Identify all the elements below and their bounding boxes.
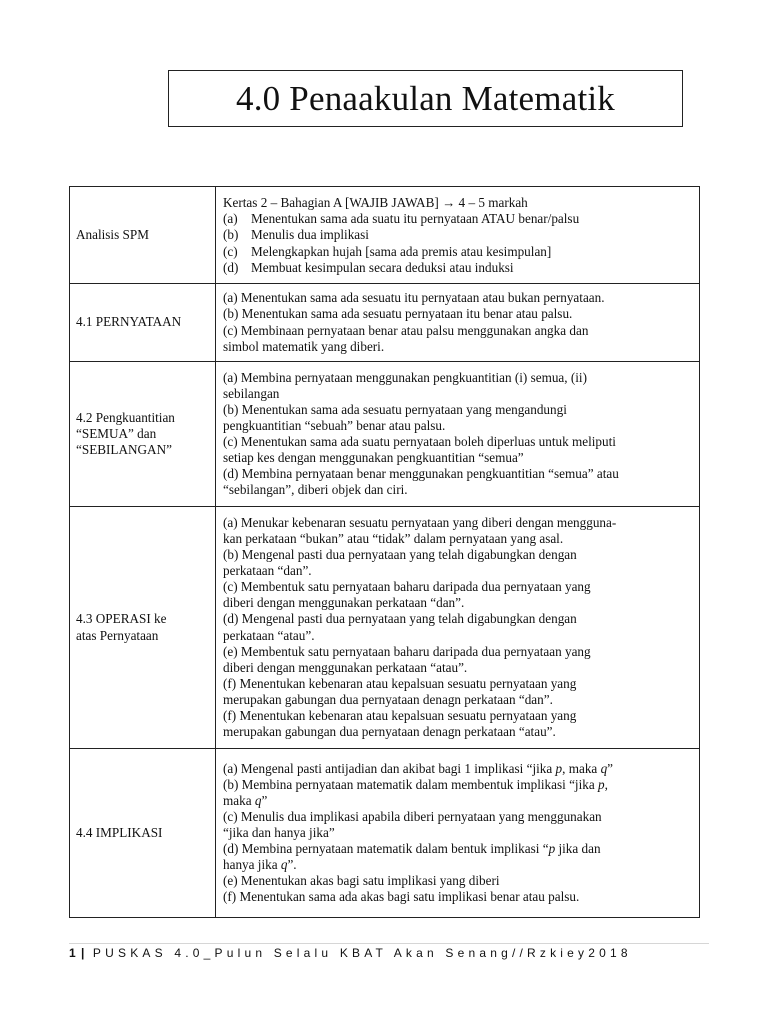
- rich-line: “jika dan hanya jika”: [223, 824, 335, 840]
- table-row-pengkuantitian: [70, 362, 700, 507]
- row-content-analisis: [216, 187, 700, 284]
- row-label-pengkuantitian: 4.2 Pengkuantitian “SEMUA” dan “SEBILANGAN”: [70, 362, 216, 507]
- rich-line: (a) Mengenal pasti antijadian dan akibat bagi 1 implikasi “jika p, maka q”: [223, 760, 614, 776]
- rich-line: (f) Menentukan sama ada akas bagi satu implikasi benar atau palsu.: [223, 889, 580, 905]
- page-title-box: [168, 70, 683, 127]
- rich-line: (d) Membina pernyataan matematik dalam bentuk implikasi “p jika dan: [223, 841, 601, 857]
- table-row-analisis: [70, 187, 700, 284]
- row-label-analisis: Analisis SPM: [70, 187, 216, 284]
- footer-divider: [69, 943, 709, 944]
- analisis-header: Kertas 2 – Bahagian A [WAJIB JAWAB] → 4 – 5 markah: [223, 195, 528, 211]
- page-title: 4.0 Penaakulan Matematik: [236, 78, 615, 118]
- list-item: (b) Menulis dua implikasi: [223, 227, 369, 243]
- syllabus-table: [69, 186, 700, 918]
- row-content-pernyataan: (a) Menentukan sama ada sesuatu itu pernyataan atau bukan pernyataan. (b) Menentukan sama ada sesuatu pernyataan itu benar atau palsu. (c) Membinaan pernyataan benar atau palsu menggunakan angka dan simbol matematik yang diberi.: [216, 284, 700, 362]
- page-number: 1 |: [69, 946, 86, 960]
- list-item: (d) Membuat kesimpulan secara deduksi atau induksi: [223, 259, 514, 275]
- page-footer: [69, 946, 632, 960]
- row-content-operasi: (a) Menukar kebenaran sesuatu pernyataan yang diberi dengan mengguna- kan perkataan “bukan” atau “tidak” dalam pernyataan yang asal. (b) Mengenal pasti dua pernyataan yang telah digabungkan dengan perkataan “dan”. (c) Membentuk satu pernyataan baharu daripada dua pernyataan yang diberi dengan menggunakan perkataan “dan”. (d) Mengenal pasti dua pernyataan yang telah digabungkan dengan perkataan “atau”. (e) Membentuk satu pernyataan baharu daripada dua pernyataan yang diberi dengan menggunakan perkataan “atau”. (f) Menentukan kebenaran atau kepalsuan sesuatu pernyataan yang merupakan gabungan dua pernyataan denagn perkataan “dan”. (f) Menentukan kebenaran atau kepalsuan sesuatu pernyataan yang merupakan gabungan dua pernyataan denagn perkataan “atau”.: [216, 507, 700, 749]
- list-item: (a) Menentukan sama ada suatu itu pernyataan ATAU benar/palsu: [223, 211, 580, 227]
- row-content-pengkuantitian: (a) Membina pernyataan menggunakan pengkuantitian (i) semua, (ii) sebilangan (b) Menentukan sama ada sesuatu pernyataan yang mengandungi pengkuantitian “sebuah” benar atau palsu. (c) Menentukan sama ada suatu pernyataan boleh diperluas untuk meliputi setiap kes dengan menggunakan pengkuantitian “semua” (d) Membina pernyataan benar menggunakan pengkuantitian “semua” atau “sebilangan”, diberi objek dan ciri.: [216, 362, 700, 507]
- list-item: (c) Melengkapkan hujah [sama ada premis atau kesimpulan]: [223, 243, 552, 259]
- table-row-operasi: [70, 507, 700, 749]
- row-label-pernyataan: 4.1 PERNYATAAN: [70, 284, 216, 362]
- rich-line: (b) Membina pernyataan matematik dalam membentuk implikasi “jika p,: [223, 776, 608, 792]
- footer-text: PUSKAS 4.0_Pulun Selalu KBAT Akan Senang//Rzkiey2018: [92, 946, 632, 960]
- row-label-operasi: 4.3 OPERASI ke atas Pernyataan: [70, 507, 216, 749]
- row-content-implikasi: [216, 749, 700, 918]
- rich-line: maka q”: [223, 792, 268, 808]
- table-row-pernyataan: [70, 284, 700, 362]
- rich-line: (c) Menulis dua implikasi apabila diberi pernyataan yang menggunakan: [223, 808, 602, 824]
- table-row-implikasi: [70, 749, 700, 918]
- row-label-implikasi: 4.4 IMPLIKASI: [70, 749, 216, 918]
- rich-line: hanya jika q”.: [223, 857, 297, 873]
- rich-line: (e) Menentukan akas bagi satu implikasi yang diberi: [223, 873, 500, 889]
